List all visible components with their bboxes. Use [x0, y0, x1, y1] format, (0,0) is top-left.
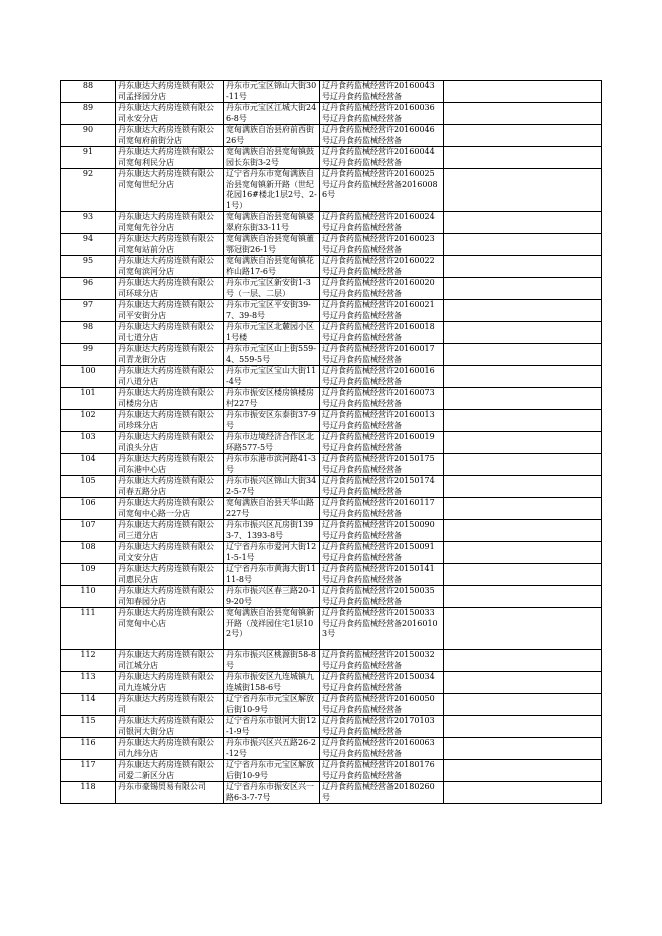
store-name: 丹东康达大药房连锁有限公司楼房分店	[116, 388, 224, 410]
store-address: 丹东市振安区九连城镇九连城街158-6号	[224, 672, 320, 694]
row-number: 97	[61, 300, 116, 322]
empty-cell	[444, 103, 602, 125]
license-number: 辽丹食药监械经营备20180260号	[320, 782, 444, 804]
license-number: 辽丹食药监械经营许20160023号辽丹食药监械经营备	[320, 234, 444, 256]
store-name: 丹东康达大药房连锁有限公司宽甸府前街分店	[116, 125, 224, 147]
records-table	[60, 80, 602, 804]
license-number: 辽丹食药监械经营许20160073号辽丹食药监械经营备	[320, 388, 444, 410]
license-number: 辽丹食药监械经营许20160044号辽丹食药监械经营备	[320, 147, 444, 169]
empty-cell	[444, 672, 602, 694]
table-row	[61, 608, 602, 650]
row-number: 93	[61, 212, 116, 234]
empty-cell	[444, 650, 602, 672]
store-address: 丹东市振安区东泰街37-9号	[224, 410, 320, 432]
empty-cell	[444, 694, 602, 716]
store-address: 丹东市振安区楼房镇楼房村227号	[224, 388, 320, 410]
table-row	[61, 103, 602, 125]
empty-cell	[444, 520, 602, 542]
row-number: 104	[61, 454, 116, 476]
table-row	[61, 498, 602, 520]
store-name: 丹东康达大药房连锁有限公司七道分店	[116, 322, 224, 344]
table-row	[61, 147, 602, 169]
store-address: 丹东市元宝区新安街1-3号（一层、二层）	[224, 278, 320, 300]
license-number: 辽丹食药监械经营许20160013号辽丹食药监械经营备	[320, 410, 444, 432]
row-number: 106	[61, 498, 116, 520]
row-number: 101	[61, 388, 116, 410]
table-row	[61, 586, 602, 608]
store-address: 丹东市元宝区平安街39-7、39-8号	[224, 300, 320, 322]
table-row	[61, 454, 602, 476]
row-number: 105	[61, 476, 116, 498]
table-row	[61, 212, 602, 234]
table-row	[61, 716, 602, 738]
table-row	[61, 388, 602, 410]
store-name: 丹东康达大药房连锁有限公司珍珠分店	[116, 410, 224, 432]
store-name: 丹东康达大药房连锁有限公司平安街分店	[116, 300, 224, 322]
table-row	[61, 410, 602, 432]
row-number: 113	[61, 672, 116, 694]
license-number: 辽丹食药监械经营许20160020号辽丹食药监械经营备	[320, 278, 444, 300]
store-address: 宽甸满族自治县府前西街26号	[224, 125, 320, 147]
table-row	[61, 366, 602, 388]
empty-cell	[444, 608, 602, 650]
store-name: 丹东康达大药房连锁有限公司银河大街分店	[116, 716, 224, 738]
store-address: 辽宁省丹东市银河大街12-1-9号	[224, 716, 320, 738]
row-number: 94	[61, 234, 116, 256]
store-name: 丹东康达大药房连锁有限公司浪头分店	[116, 432, 224, 454]
table-row	[61, 344, 602, 366]
row-number: 91	[61, 147, 116, 169]
empty-cell	[444, 234, 602, 256]
empty-cell	[444, 125, 602, 147]
license-number: 辽丹食药监械经营许20150035号辽丹食药监械经营备	[320, 586, 444, 608]
store-address: 丹东市振兴区瓦房街1393-7、1393-8号	[224, 520, 320, 542]
store-address: 宽甸满族自治县宽甸镇花柞山路17-6号	[224, 256, 320, 278]
store-address: 辽宁省丹东市振安区兴一路6-3-7-7号	[224, 782, 320, 804]
store-address: 宽甸满族自治县宽甸镇新开路（茂祥园住宅1层102号）	[224, 608, 320, 650]
table-row	[61, 125, 602, 147]
store-name: 丹东康达大药房连锁有限公司宽甸先谷分店	[116, 212, 224, 234]
row-number: 115	[61, 716, 116, 738]
store-address: 丹东市振兴区春三路20-19-20号	[224, 586, 320, 608]
license-number: 辽丹食药监械经营许20180176号辽丹食药监械经营备	[320, 760, 444, 782]
license-number: 辽丹食药监械经营许20170103号辽丹食药监械经营备	[320, 716, 444, 738]
license-number: 辽丹食药监械经营许20160019号辽丹食药监械经营备	[320, 432, 444, 454]
row-number: 108	[61, 542, 116, 564]
records-body	[61, 81, 602, 804]
store-address: 宽甸满族自治县宽甸镇鼓园长东街3-2号	[224, 147, 320, 169]
row-number: 88	[61, 81, 116, 103]
license-number: 辽丹食药监械经营许20160018号辽丹食药监械经营备	[320, 322, 444, 344]
license-number: 辽丹食药监械经营许20160024号辽丹食药监械经营备	[320, 212, 444, 234]
license-number: 辽丹食药监械经营许20160063号辽丹食药监械经营备	[320, 738, 444, 760]
table-row	[61, 169, 602, 212]
row-number: 89	[61, 103, 116, 125]
store-address: 辽宁省丹东市元宝区解放后街10-9号	[224, 760, 320, 782]
row-number: 98	[61, 322, 116, 344]
store-name: 丹东康达大药房连锁有限公司文安分店	[116, 542, 224, 564]
row-number: 90	[61, 125, 116, 147]
row-number: 103	[61, 432, 116, 454]
empty-cell	[444, 278, 602, 300]
store-name: 丹东康达大药房连锁有限公司永安分店	[116, 103, 224, 125]
store-name: 丹东康达大药房连锁有限公司宽甸站前分店	[116, 234, 224, 256]
row-number: 110	[61, 586, 116, 608]
row-number: 95	[61, 256, 116, 278]
license-number: 辽丹食药监械经营许20160036号辽丹食药监械经营备	[320, 103, 444, 125]
store-address: 辽宁省丹东市宽甸满族自治县宽甸镇新开路（世纪花园16#楼北1层2号、2-1号）	[224, 169, 320, 212]
store-address: 宽甸满族自治县天华山路227号	[224, 498, 320, 520]
empty-cell	[444, 716, 602, 738]
store-name: 丹东康达大药房连锁有限公司孟择园分店	[116, 81, 224, 103]
store-name: 丹东康达大药房连锁有限公司东港中心店	[116, 454, 224, 476]
table-row	[61, 694, 602, 716]
license-number: 辽丹食药监械经营许20160022号辽丹食药监械经营备	[320, 256, 444, 278]
license-number: 辽丹食药监械经营许20150141号辽丹食药监械经营备	[320, 564, 444, 586]
store-name: 丹东康达大药房连锁有限公司九纬分店	[116, 738, 224, 760]
row-number: 96	[61, 278, 116, 300]
table-row	[61, 672, 602, 694]
empty-cell	[444, 256, 602, 278]
empty-cell	[444, 760, 602, 782]
store-address: 丹东市振兴区锦山大街342-5-7号	[224, 476, 320, 498]
empty-cell	[444, 344, 602, 366]
store-name: 丹东康达大药房连锁有限公司宽甸中心路一分店	[116, 498, 224, 520]
empty-cell	[444, 147, 602, 169]
row-number: 118	[61, 782, 116, 804]
empty-cell	[444, 300, 602, 322]
row-number: 116	[61, 738, 116, 760]
table-row	[61, 782, 602, 804]
store-address: 辽宁省丹东市黄海大街1111-8号	[224, 564, 320, 586]
store-address: 辽宁省丹东市元宝区解放后街10-9号	[224, 694, 320, 716]
table-row	[61, 81, 602, 103]
table-row	[61, 650, 602, 672]
store-name: 丹东康达大药房连锁有限公司春五路分店	[116, 476, 224, 498]
license-number: 辽丹食药监械经营许20150034号辽丹食药监械经营备	[320, 672, 444, 694]
license-number: 辽丹食药监械经营许20160021号辽丹食药监械经营备	[320, 300, 444, 322]
store-name: 丹东康达大药房连锁有限公司宽甸利民分店	[116, 147, 224, 169]
store-name: 丹东康达大药房连锁有限公司宽甸世纪分店	[116, 169, 224, 212]
license-number: 辽丹食药监械经营许20160025号辽丹食药监械经营备20160086号	[320, 169, 444, 212]
table-row	[61, 542, 602, 564]
table-row	[61, 564, 602, 586]
empty-cell	[444, 738, 602, 760]
row-number: 99	[61, 344, 116, 366]
license-number: 辽丹食药监械经营许20150174号辽丹食药监械经营备	[320, 476, 444, 498]
store-address: 丹东市元宝区锦山大街30-11号	[224, 81, 320, 103]
store-address: 宽甸满族自治县宽甸镇董鄂冠街26-1号	[224, 234, 320, 256]
empty-cell	[444, 410, 602, 432]
empty-cell	[444, 498, 602, 520]
row-number: 114	[61, 694, 116, 716]
row-number: 92	[61, 169, 116, 212]
empty-cell	[444, 782, 602, 804]
store-name: 丹东康达大药房连锁有限公司三道分店	[116, 520, 224, 542]
row-number: 111	[61, 608, 116, 650]
license-number: 辽丹食药监械经营许20160050号辽丹食药监械经营备	[320, 694, 444, 716]
row-number: 107	[61, 520, 116, 542]
table-row	[61, 256, 602, 278]
row-number: 117	[61, 760, 116, 782]
license-number: 辽丹食药监械经营许20150091号辽丹食药监械经营备	[320, 542, 444, 564]
row-number: 112	[61, 650, 116, 672]
store-address: 丹东市元宝区江城大街246-8号	[224, 103, 320, 125]
empty-cell	[444, 586, 602, 608]
store-name: 丹东康达大药房连锁有限公司青龙街分店	[116, 344, 224, 366]
store-name: 丹东康达大药房连锁有限公司八道分店	[116, 366, 224, 388]
empty-cell	[444, 476, 602, 498]
store-address: 宽甸满族自治县宽甸镇婆翠府东街33-11号	[224, 212, 320, 234]
row-number: 102	[61, 410, 116, 432]
store-address: 丹东市元宝区北麓园小区1号楼	[224, 322, 320, 344]
empty-cell	[444, 366, 602, 388]
store-address: 丹东市元宝区山上街559-4、559-5号	[224, 344, 320, 366]
empty-cell	[444, 322, 602, 344]
license-number: 辽丹食药监械经营许20160046号辽丹食药监械经营备	[320, 125, 444, 147]
license-number: 辽丹食药监械经营许20160017号辽丹食药监械经营备	[320, 344, 444, 366]
store-address: 丹东市振兴区桃源街58-8号	[224, 650, 320, 672]
license-number: 辽丹食药监械经营许20150033号辽丹食药监械经营备20160103号	[320, 608, 444, 650]
license-number: 辽丹食药监械经营许20160117号辽丹食药监械经营备	[320, 498, 444, 520]
table-row	[61, 760, 602, 782]
empty-cell	[444, 388, 602, 410]
table-row	[61, 476, 602, 498]
license-number: 辽丹食药监械经营许20150032号辽丹食药监械经营备	[320, 650, 444, 672]
store-name: 丹东康达大药房连锁有限公司知春园分店	[116, 586, 224, 608]
store-name: 丹东康达大药房连锁有限公司	[116, 694, 224, 716]
row-number: 100	[61, 366, 116, 388]
license-number: 辽丹食药监械经营许20160016号辽丹食药监械经营备	[320, 366, 444, 388]
table-row	[61, 322, 602, 344]
license-number: 辽丹食药监械经营许20160043号辽丹食药监械经营备	[320, 81, 444, 103]
table-row	[61, 300, 602, 322]
table-row	[61, 234, 602, 256]
store-name: 丹东康达大药房连锁有限公司宽甸中心店	[116, 608, 224, 650]
empty-cell	[444, 454, 602, 476]
store-address: 丹东市东港市滨河路41-3号	[224, 454, 320, 476]
store-name: 丹东康达大药房连锁有限公司江城分店	[116, 650, 224, 672]
license-number: 辽丹食药监械经营许20150090号辽丹食药监械经营备	[320, 520, 444, 542]
license-number: 辽丹食药监械经营许20150175号辽丹食药监械经营备	[320, 454, 444, 476]
store-address: 丹东市振兴区兴五路26-2-12号	[224, 738, 320, 760]
table-row	[61, 432, 602, 454]
empty-cell	[444, 169, 602, 212]
row-number: 109	[61, 564, 116, 586]
store-name: 丹东康达大药房连锁有限公司惠民分店	[116, 564, 224, 586]
store-name: 丹东康达大药房连锁有限公司九连城分店	[116, 672, 224, 694]
store-name: 丹东康达大药房连锁有限公司宽甸滨河分店	[116, 256, 224, 278]
table-row	[61, 520, 602, 542]
store-address: 辽宁省丹东市爱河大街121-5-1号	[224, 542, 320, 564]
table-row	[61, 738, 602, 760]
empty-cell	[444, 212, 602, 234]
store-name: 丹东康达大药房连锁有限公司环球分店	[116, 278, 224, 300]
store-name: 丹东康达大药房连锁有限公司爱二新区分店	[116, 760, 224, 782]
empty-cell	[444, 432, 602, 454]
store-address: 丹东市元宝区宝山大街11-4号	[224, 366, 320, 388]
store-address: 丹东市边境经济合作区北环路577-5号	[224, 432, 320, 454]
empty-cell	[444, 564, 602, 586]
table-row	[61, 278, 602, 300]
store-name: 丹东市豪锡贸易有限公司	[116, 782, 224, 804]
empty-cell	[444, 542, 602, 564]
empty-cell	[444, 81, 602, 103]
